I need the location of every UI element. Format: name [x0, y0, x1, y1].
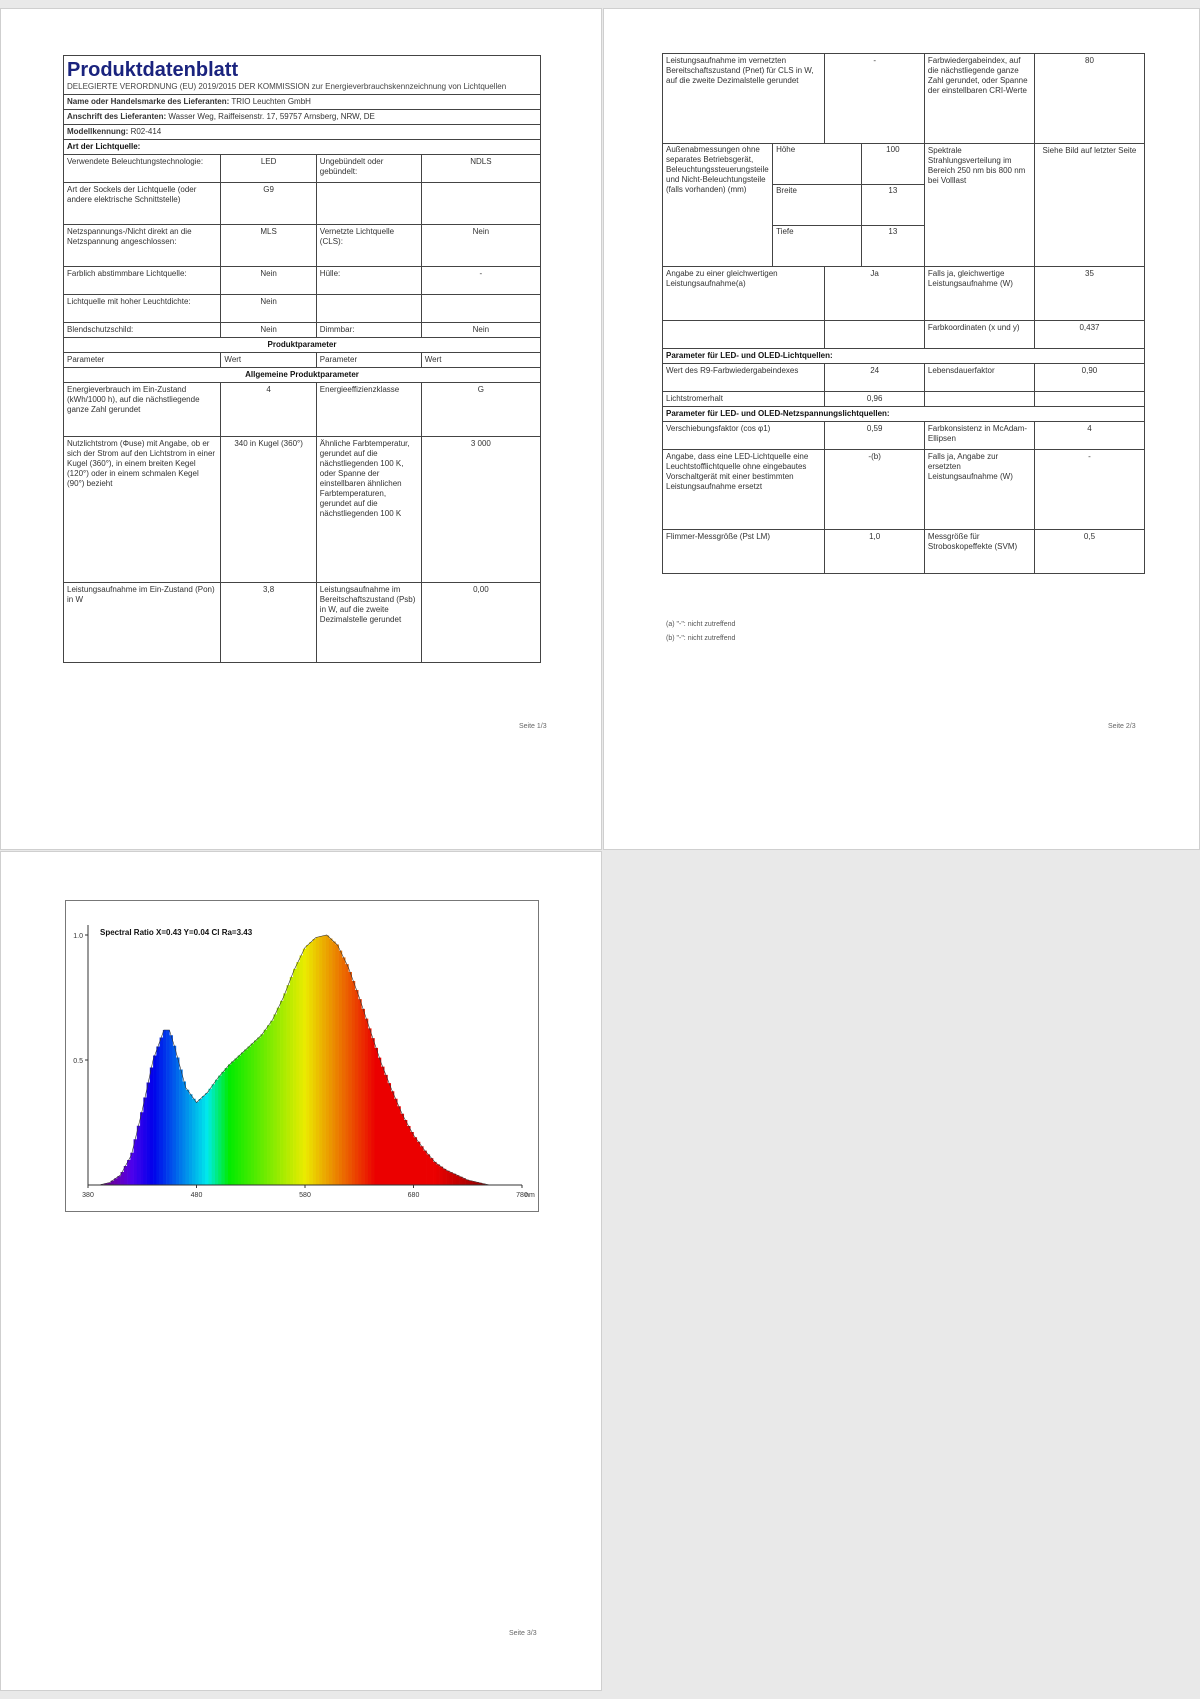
spectrum-strip: [163, 1030, 167, 1185]
page-title: Produktdatenblatt: [67, 59, 239, 81]
spectrum-strip: [309, 942, 313, 1185]
param-value-cell: [1034, 392, 1144, 407]
param-label-cell: Leistungsaufnahme im Bereitschaftszustand (Psb) in W, auf die zweite Dezimalstelle gerundet: [316, 583, 421, 663]
title-cell: [64, 56, 541, 95]
table-row: [663, 364, 1145, 392]
spectrum-strip: [169, 1035, 173, 1185]
spectrum-strip: [319, 936, 323, 1185]
spectrum-strip: [251, 1044, 255, 1186]
spectral-chart-svg: [66, 901, 540, 1213]
spectrum-strip: [261, 1034, 265, 1185]
param-value-cell: Ja: [825, 267, 925, 321]
param-header-cell: Parameter: [316, 353, 421, 368]
param-label-cell: Verschiebungsfaktor (cos φ1): [663, 422, 825, 450]
spectrum-strip: [127, 1160, 131, 1185]
spectrum-strip: [303, 949, 307, 1185]
param-value-cell: LED: [221, 155, 316, 183]
spectrum-strip: [378, 1058, 382, 1185]
param-label-cell: Energieeffizienzklasse: [316, 383, 421, 437]
param-value-cell: 1,0: [825, 530, 925, 574]
spectrum-strip: [241, 1053, 245, 1186]
spectrum-strip: [270, 1021, 274, 1185]
supplier-row: [64, 95, 541, 110]
param-value-cell: -: [1034, 450, 1144, 530]
spectrum-strip: [143, 1098, 147, 1186]
dim-name: Breite: [773, 184, 862, 226]
spectrum-strip: [280, 1001, 284, 1185]
param-label-cell: Farbkonsistenz in McAdam-Ellipsen: [924, 422, 1034, 450]
x-tick-label: 480: [190, 1192, 203, 1199]
table-row: [663, 530, 1145, 574]
spectrum-strip: [456, 1175, 460, 1185]
spectrum-strip: [371, 1038, 375, 1185]
spectrum-strip: [400, 1114, 404, 1185]
spectrum-strip: [231, 1062, 235, 1186]
spectrum-strip: [257, 1038, 261, 1186]
table-row: [64, 183, 541, 225]
spectrum-strip: [462, 1178, 466, 1185]
x-tick-label: 380: [82, 1192, 94, 1199]
spectrum-strip: [404, 1120, 408, 1185]
spectrum-strip: [427, 1154, 431, 1185]
dim-value: 13: [861, 226, 924, 266]
supplier-value: TRIO Leuchten GmbH: [231, 97, 311, 106]
spectrum-strip: [192, 1099, 196, 1185]
spectrum-strip: [446, 1171, 450, 1185]
spectrum-strip: [208, 1089, 212, 1185]
param-label-cell: Leistungsaufnahme im Ein-Zustand (Pon) in W: [64, 583, 221, 663]
param-label-cell: Vernetzte Lichtquelle (CLS):: [316, 225, 421, 267]
param-value-cell: G9: [221, 183, 316, 225]
spectrum-strip: [430, 1158, 434, 1185]
param-value-cell: Nein: [221, 267, 316, 295]
spectrum-strip: [374, 1048, 378, 1185]
spectrum-strip: [407, 1126, 411, 1185]
param-label-cell: Hülle:: [316, 267, 421, 295]
spectrum-strip: [332, 942, 336, 1186]
table-row: [663, 54, 1145, 144]
spectrum-strip: [160, 1038, 164, 1186]
table-row: [663, 321, 1145, 349]
table-row: [64, 155, 541, 183]
spectrum-strip: [238, 1056, 242, 1186]
x-unit-label: nm: [525, 1192, 535, 1199]
spectrum-strip: [254, 1041, 258, 1186]
param-label-cell: Nutzlichtstrom (Φuse) mit Angabe, ob er sich der Strom auf den Lichtstrom in einer Kugel (360°), in einem breiten Kegel (120°) oder in einem schmalen Kegel (90°) bezieht: [64, 437, 221, 583]
model-value: R02-414: [130, 127, 162, 136]
param-label-cell: Farblich abstimmbare Lichtquelle:: [64, 267, 221, 295]
spectral-value: Siehe Bild auf letzter Seite: [1034, 144, 1144, 267]
spectrum-strip: [449, 1172, 453, 1185]
param-value-cell: -: [421, 267, 540, 295]
param-value-cell: MLS: [221, 225, 316, 267]
spectrum-strip: [147, 1083, 151, 1186]
spectral-label: Spektrale Strahlungsverteilung im Bereich 250 nm bis 800 nm bei Volllast: [924, 144, 1034, 267]
address-value: Wasser Weg, Raiffeisenstr. 17, 59757 Arnsberg, NRW, DE: [168, 112, 375, 121]
param-value-cell: 0,90: [1034, 364, 1144, 392]
table-row: [64, 383, 541, 437]
param-value-cell: Nein: [421, 225, 540, 267]
dim-value: 100: [861, 144, 924, 184]
spectrum-strip: [293, 969, 297, 1185]
spectrum-strip: [130, 1153, 134, 1185]
spectrum-strip: [313, 939, 317, 1185]
spectrum-strip: [417, 1142, 421, 1185]
spectrum-strip: [166, 1030, 170, 1185]
param-label-cell: Energieverbrauch im Ein-Zustand (kWh/1000 h), auf die nächstliegende ganze Zahl gerundet: [64, 383, 221, 437]
spectrum-strip: [212, 1084, 216, 1185]
spectrum-strip: [277, 1008, 281, 1185]
document-page-3: [0, 851, 602, 1691]
page-number: Seite 2/3: [1108, 723, 1136, 730]
spectrum-strip: [466, 1180, 470, 1185]
param-value-cell: G: [421, 383, 540, 437]
spectrum-strip: [345, 964, 349, 1185]
param-label-cell: Lebensdauerfaktor: [924, 364, 1034, 392]
table-row: [64, 583, 541, 663]
spectrum-strip: [453, 1174, 457, 1185]
param-value-cell: 0,5: [1034, 530, 1144, 574]
param-label-cell: Falls ja, Angabe zur ersetzten Leistungsaufnahme (W): [924, 450, 1034, 530]
spectrum-strip: [205, 1093, 209, 1185]
spectrum-strip: [423, 1151, 427, 1185]
y-tick-label: 0.5: [73, 1058, 83, 1065]
spectrum-strip: [365, 1019, 369, 1185]
param-value-cell: [825, 321, 925, 349]
table-row: [663, 392, 1145, 407]
param-value-cell: NDLS: [421, 155, 540, 183]
param-value-cell: 0,59: [825, 422, 925, 450]
spectrum-strip: [218, 1076, 222, 1185]
spectrum-strip: [322, 936, 326, 1185]
address-row: [64, 110, 541, 125]
spectrum-strip: [469, 1181, 473, 1185]
dimensions-cell: [663, 144, 925, 267]
spectrum-strip: [394, 1099, 398, 1185]
spectrum-strip: [348, 972, 352, 1185]
spectrum-strip: [306, 945, 310, 1185]
spectrum-strip: [300, 955, 304, 1185]
spectrum-strip: [352, 981, 356, 1185]
spectrum-strip: [134, 1139, 138, 1185]
param-value-cell: -(b): [825, 450, 925, 530]
product-params-heading: Produktparameter: [64, 338, 541, 353]
dim-name: Höhe: [773, 144, 862, 184]
param-label-cell: Blendschutzschild:: [64, 323, 221, 338]
spectrum-strip: [199, 1099, 203, 1185]
param-label-cell: [663, 321, 825, 349]
spectrum-strip: [221, 1072, 225, 1185]
led-section-heading: Parameter für LED- und OLED-Lichtquellen:: [663, 349, 1145, 364]
table-row: [64, 437, 541, 583]
param-value-cell: 3,8: [221, 583, 316, 663]
spectrum-strip: [267, 1025, 271, 1185]
param-label-cell: Falls ja, gleichwertige Leistungsaufnahme (W): [924, 267, 1034, 321]
spectral-chart: [65, 900, 539, 1212]
spectrum-strip: [397, 1106, 401, 1185]
spectrum-strip: [410, 1132, 414, 1185]
param-label-cell: Angabe, dass eine LED-Lichtquelle eine Leuchtstofflichtquelle ohne eingebautes Vorschaltgerät mit einer bestimmten Leistungsaufnahme ersetzt: [663, 450, 825, 530]
spectrum-strip: [283, 993, 287, 1185]
param-value-cell: Nein: [421, 323, 540, 338]
param-label-cell: Lichtstromerhalt: [663, 392, 825, 407]
param-value-cell: Nein: [221, 295, 316, 323]
param-label-cell: Ähnliche Farbtemperatur, gerundet auf die nächstliegenden 100 K, oder Spanne der einstellbaren ähnlichen Farbtemperaturen, gerundet auf die nächstliegenden 100 K: [316, 437, 421, 583]
spectrum-strip: [391, 1091, 395, 1185]
spectrum-strip: [195, 1102, 199, 1185]
param-value-cell: 4: [1034, 422, 1144, 450]
table-row: [663, 450, 1145, 530]
param-label-cell: Farbwiedergabeindex, auf die nächstliegende ganze Zahl gerundet, oder Spanne der einstellbaren CRI-Werte: [924, 54, 1034, 144]
param-header-cell: Parameter: [64, 353, 221, 368]
param-value-cell: 340 in Kugel (360°): [221, 437, 316, 583]
spectrum-strip: [117, 1176, 121, 1185]
document-page-1: [0, 8, 602, 850]
param-value-cell: 24: [825, 364, 925, 392]
mains-section-heading: Parameter für LED- und OLED-Netzspannungslichtquellen:: [663, 407, 1145, 422]
spectrum-strip: [459, 1177, 463, 1185]
y-tick-label: 1.0: [73, 933, 83, 940]
spectrum-strip: [368, 1028, 372, 1185]
param-value-cell: 0,96: [825, 392, 925, 407]
spectrum-strip: [150, 1068, 154, 1186]
x-tick-label: 580: [299, 1192, 311, 1199]
spectrum-strip: [433, 1162, 437, 1185]
spectrum-strip: [179, 1070, 183, 1186]
spectrum-strip: [156, 1047, 160, 1186]
param-label-cell: Netzspannungs-/Nicht direkt an die Netzspannung angeschlossen:: [64, 225, 221, 267]
param-label-cell: [316, 183, 421, 225]
spectrum-strip: [189, 1094, 193, 1185]
spectrum-strip: [381, 1067, 385, 1185]
param-label-cell: Ungebündelt oder gebündelt:: [316, 155, 421, 183]
product-data-table: [63, 55, 541, 663]
x-tick-label: 780: [516, 1192, 528, 1199]
param-label-cell: Lichtquelle mit hoher Leuchtdichte:: [64, 295, 221, 323]
param-header-cell: Wert: [421, 353, 540, 368]
param-value-cell: 0,00: [421, 583, 540, 663]
spectrum-strip: [225, 1068, 229, 1185]
table-row: [64, 225, 541, 267]
dim-name: Tiefe: [773, 226, 862, 266]
param-value-cell: 4: [221, 383, 316, 437]
product-data-table-continued: [662, 53, 1145, 574]
spectrum-strip: [244, 1050, 248, 1186]
param-label-cell: [924, 392, 1034, 407]
table-row: [64, 323, 541, 338]
x-tick-label: 680: [407, 1192, 420, 1199]
param-label-cell: Leistungsaufnahme im vernetzten Bereitschaftszustand (Pnet) für CLS in W, auf die zweite Dezimalstelle gerundet: [663, 54, 825, 144]
spectrum-strip: [124, 1166, 128, 1185]
spectrum-strip: [436, 1164, 440, 1185]
dimensions-label: Außenabmessungen ohne separates Betriebsgerät, Beleuchtungssteuerungsteile und Nicht-Beleuchtungsteile (falls vorhanden) (mm): [663, 144, 773, 266]
footnote-a: (a) "-": nicht zutreffend: [666, 621, 736, 628]
param-value-cell: [421, 295, 540, 323]
param-value-cell: 35: [1034, 267, 1144, 321]
spectrum-strip: [274, 1014, 278, 1185]
model-row: [64, 125, 541, 140]
dimensions-inner-table: [663, 144, 924, 266]
spectrum-strip: [264, 1030, 268, 1185]
param-label-cell: Messgröße für Stroboskopeffekte (SVM): [924, 530, 1034, 574]
spectrum-strip: [173, 1046, 177, 1185]
model-label: Modellkennung:: [67, 127, 129, 136]
table-row: [663, 267, 1145, 321]
general-params-heading: Allgemeine Produktparameter: [64, 368, 541, 383]
document-page-2: [603, 8, 1200, 850]
table-row: [64, 295, 541, 323]
dim-value: 13: [861, 184, 924, 226]
lightsource-type-heading: Art der Lichtquelle:: [64, 140, 541, 155]
spectrum-strip: [234, 1059, 238, 1186]
page-subtitle: DELEGIERTE VERORDNUNG (EU) 2019/2015 DER KOMMISSION zur Energieverbrauchskennzeichnung von Lichtquellen: [67, 82, 507, 91]
param-header-cell: Wert: [221, 353, 316, 368]
spectrum-strip: [342, 957, 346, 1185]
spectrum-strip: [339, 951, 343, 1185]
spectrum-strip: [186, 1090, 190, 1185]
page-number: Seite 1/3: [519, 723, 547, 730]
spectrum-strip: [287, 985, 291, 1185]
table-row: [663, 422, 1145, 450]
param-label-cell: Dimmbar:: [316, 323, 421, 338]
param-value-cell: [421, 183, 540, 225]
param-label-cell: [316, 295, 421, 323]
spectrum-strip: [443, 1169, 447, 1185]
param-value-cell: Nein: [221, 323, 316, 338]
spectrum-strip: [335, 945, 339, 1186]
param-label-cell: Art der Sockels der Lichtquelle (oder andere elektrische Schnittstelle): [64, 183, 221, 225]
param-label-cell: Verwendete Beleuchtungstechnologie:: [64, 155, 221, 183]
param-label-cell: Flimmer-Messgröße (Pst LM): [663, 530, 825, 574]
spectrum-strip: [137, 1126, 141, 1185]
param-value-cell: 0,437: [1034, 321, 1144, 349]
param-value-cell: 3 000: [421, 437, 540, 583]
spectrum-strip: [140, 1112, 144, 1185]
footnote-b: (b) "-": nicht zutreffend: [666, 635, 736, 642]
spectrum-strip: [414, 1137, 418, 1185]
spectrum-strip: [176, 1058, 180, 1186]
spectrum-strip: [361, 1009, 365, 1185]
spectrum-strip: [387, 1083, 391, 1185]
param-label-cell: Farbkoordinaten (x und y): [924, 321, 1034, 349]
supplier-label: Name oder Handelsmarke des Lieferanten:: [67, 97, 230, 106]
chart-title: Spectral Ratio X=0.43 Y=0.04 Cl Ra=3.43: [100, 928, 253, 937]
param-label-cell: Wert des R9-Farbwiedergabeindexes: [663, 364, 825, 392]
spectrum-strip: [326, 936, 330, 1186]
spectrum-strip: [296, 962, 300, 1185]
spectrum-strip: [215, 1080, 219, 1185]
spectrum-strip: [316, 937, 320, 1185]
table-row: [64, 267, 541, 295]
param-value-cell: -: [825, 54, 925, 144]
spectrum-strip: [384, 1075, 388, 1185]
spectrum-strip: [440, 1167, 444, 1185]
spectrum-strip: [355, 990, 359, 1185]
spectrum-strip: [290, 977, 294, 1185]
spectrum-strip: [153, 1056, 157, 1186]
spectrum-strip: [202, 1096, 206, 1185]
spectrum-strip: [248, 1047, 252, 1186]
param-label-cell: Angabe zu einer gleichwertigen Leistungsaufnahme(a): [663, 267, 825, 321]
spectrum-strip: [228, 1065, 232, 1186]
spectrum-strip: [329, 939, 333, 1186]
spectrum-strip: [420, 1146, 424, 1185]
param-value-cell: 80: [1034, 54, 1144, 144]
spectrum-strip: [358, 999, 362, 1185]
page-number: Seite 3/3: [509, 1630, 537, 1637]
spectrum-strip: [182, 1082, 186, 1186]
address-label: Anschrift des Lieferanten:: [67, 112, 167, 121]
